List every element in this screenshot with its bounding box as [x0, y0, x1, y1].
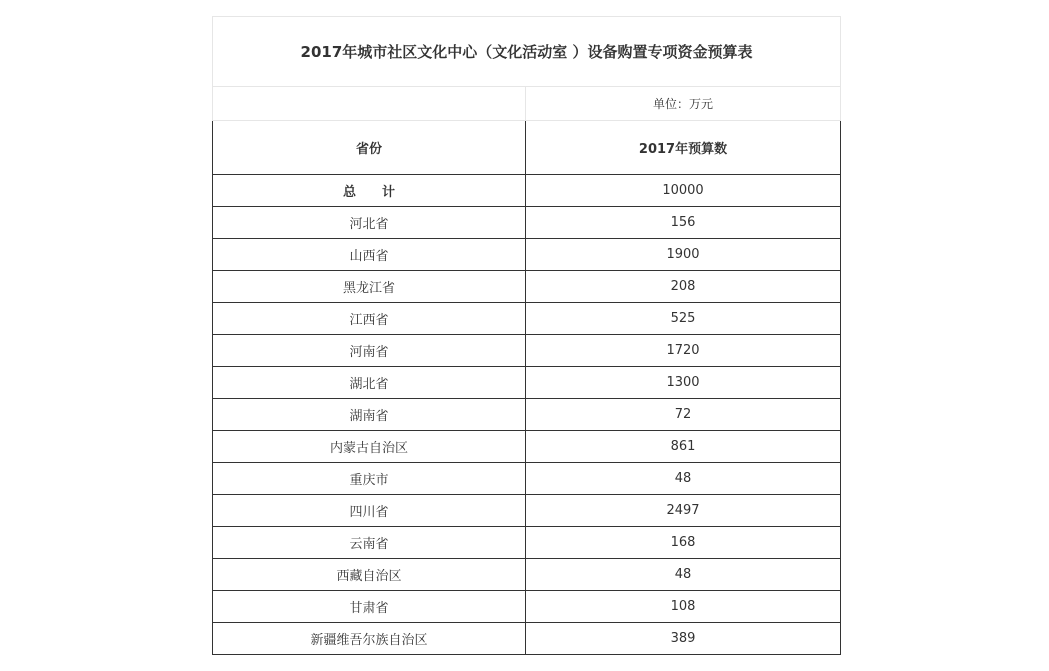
table-title: 2017年城市社区文化中心（文化活动室 ）设备购置专项资金预算表 — [213, 17, 841, 87]
total-value: 10000 — [526, 175, 841, 207]
table-row — [213, 463, 841, 495]
table-row — [213, 399, 841, 431]
table-row — [213, 367, 841, 399]
province-cell: 云南省 — [213, 527, 526, 559]
province-cell: 四川省 — [213, 495, 526, 527]
title-row — [213, 17, 841, 87]
province-cell: 山西省 — [213, 239, 526, 271]
budget-cell: 389 — [526, 623, 841, 655]
budget-sheet — [212, 16, 840, 655]
total-row — [213, 175, 841, 207]
header-row — [213, 121, 841, 175]
unit-row — [213, 87, 841, 121]
header-budget: 2017年预算数 — [526, 121, 841, 175]
province-cell: 重庆市 — [213, 463, 526, 495]
budget-cell: 525 — [526, 303, 841, 335]
table-row — [213, 495, 841, 527]
province-cell: 江西省 — [213, 303, 526, 335]
budget-cell: 48 — [526, 559, 841, 591]
unit-label: 单位：万元 — [526, 87, 841, 121]
budget-cell: 1720 — [526, 335, 841, 367]
province-cell: 河北省 — [213, 207, 526, 239]
province-cell: 西藏自治区 — [213, 559, 526, 591]
total-label: 总 计 — [213, 175, 526, 207]
province-cell: 湖北省 — [213, 367, 526, 399]
province-cell: 新疆维吾尔族自治区 — [213, 623, 526, 655]
budget-cell: 2497 — [526, 495, 841, 527]
table-row — [213, 335, 841, 367]
budget-cell: 1900 — [526, 239, 841, 271]
budget-cell: 1300 — [526, 367, 841, 399]
table-row — [213, 303, 841, 335]
budget-cell: 168 — [526, 527, 841, 559]
province-cell: 河南省 — [213, 335, 526, 367]
budget-cell: 48 — [526, 463, 841, 495]
table-row — [213, 559, 841, 591]
province-cell: 湖南省 — [213, 399, 526, 431]
budget-cell: 108 — [526, 591, 841, 623]
budget-table — [212, 16, 841, 655]
province-cell: 内蒙古自治区 — [213, 431, 526, 463]
budget-cell: 72 — [526, 399, 841, 431]
budget-cell: 208 — [526, 271, 841, 303]
table-row — [213, 207, 841, 239]
table-row — [213, 271, 841, 303]
province-cell: 黑龙江省 — [213, 271, 526, 303]
unit-empty-cell — [213, 87, 526, 121]
header-province: 省份 — [213, 121, 526, 175]
budget-cell: 861 — [526, 431, 841, 463]
province-cell: 甘肃省 — [213, 591, 526, 623]
table-row — [213, 527, 841, 559]
table-row — [213, 239, 841, 271]
table-row — [213, 431, 841, 463]
budget-cell: 156 — [526, 207, 841, 239]
table-row — [213, 591, 841, 623]
table-row — [213, 623, 841, 655]
